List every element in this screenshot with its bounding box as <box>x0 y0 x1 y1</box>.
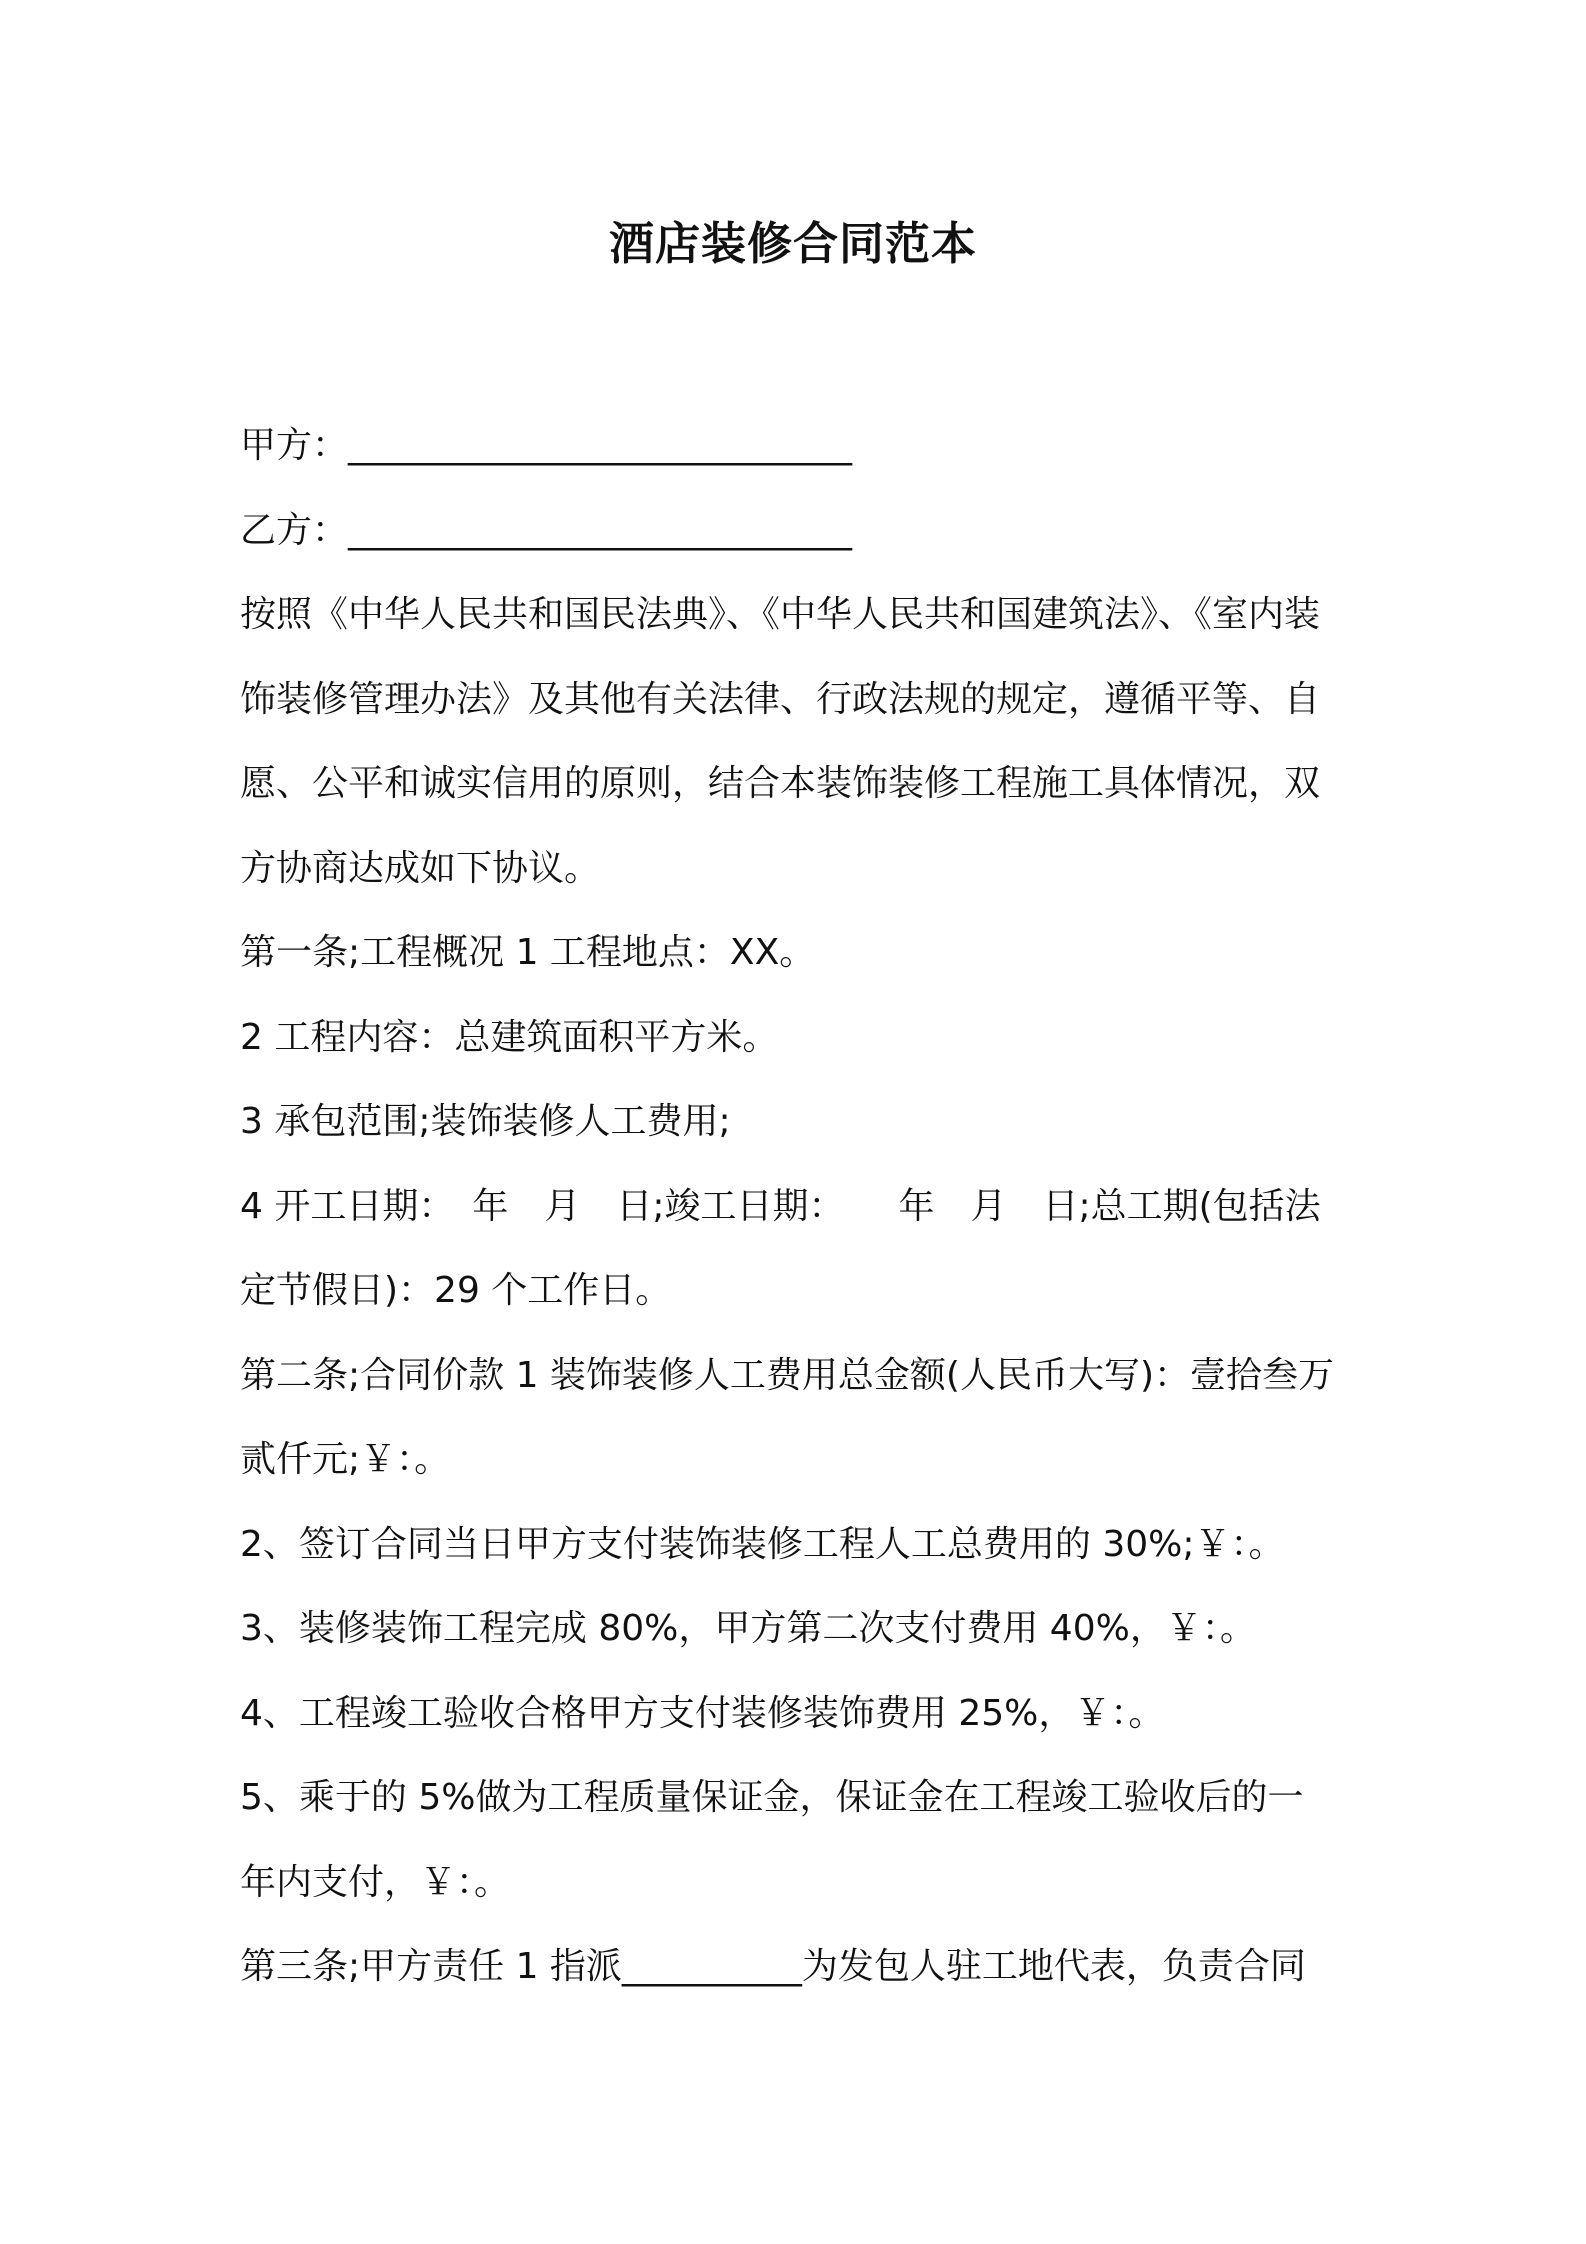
preamble-line-1: 按照《中华人民共和国民法典》、《中华人民共和国建筑法》、《室内装 <box>240 594 1321 635</box>
article-2-price-line-1: 第二条;合同价款 1 装饰装修人工费用总金额(人民币大写)：壹拾叁万 <box>240 1354 1335 1396</box>
preamble-line-4: 方协商达成如下协议。 <box>240 847 601 889</box>
article-1-dates-line-1: 4 开工日期： 年 月 日;竣工日期： 年 月 日;总工期(包括法 <box>240 1185 1321 1227</box>
article-2-payment-2: 2、签订合同当日甲方支付装饰装修工程人工总费用的 30%;￥：。 <box>240 1523 1285 1565</box>
party-b-line: 乙方：____________________________ <box>240 509 853 551</box>
article-2-payment-3: 3、装修装饰工程完成 80%，甲方第二次支付费用 40%，￥：。 <box>240 1608 1256 1649</box>
preamble-line-3: 愿、公平和诚实信用的原则，结合本装饰装修工程施工具体情况，双 <box>240 763 1321 804</box>
party-a-line: 甲方：____________________________ <box>240 425 853 466</box>
article-2-price-line-2: 贰仟元;￥：。 <box>240 1439 451 1480</box>
article-2-payment-4: 4、工程竣工验收合格甲方支付装修装饰费用 25%，￥：。 <box>240 1692 1165 1734</box>
preamble-line-2: 饰装修管理办法》及其他有关法律、行政法规的规定，遵循平等、自 <box>240 678 1321 720</box>
article-1-dates-line-2: 定节假日)：29 个工作日。 <box>240 1270 672 1311</box>
article-3-line-1: 第三条;甲方责任 1 指派__________为发包人驻工地代表，负责合同 <box>240 1946 1306 1987</box>
document-title: 酒店装修合同范本 <box>608 217 977 270</box>
article-2-payment-5-line-1: 5、乘于的 5%做为工程质量保证金，保证金在工程竣工验收后的一 <box>240 1777 1304 1818</box>
article-1-scope: 3 承包范围;装饰装修人工费用; <box>240 1101 731 1142</box>
article-1-content: 2 工程内容：总建筑面积平方米。 <box>240 1016 779 1058</box>
document-body <box>240 404 1360 2010</box>
article-1-location: 第一条;工程概况 1 工程地点：XX。 <box>240 932 816 973</box>
article-2-payment-5-line-2: 年内支付，￥：。 <box>240 1861 511 1903</box>
